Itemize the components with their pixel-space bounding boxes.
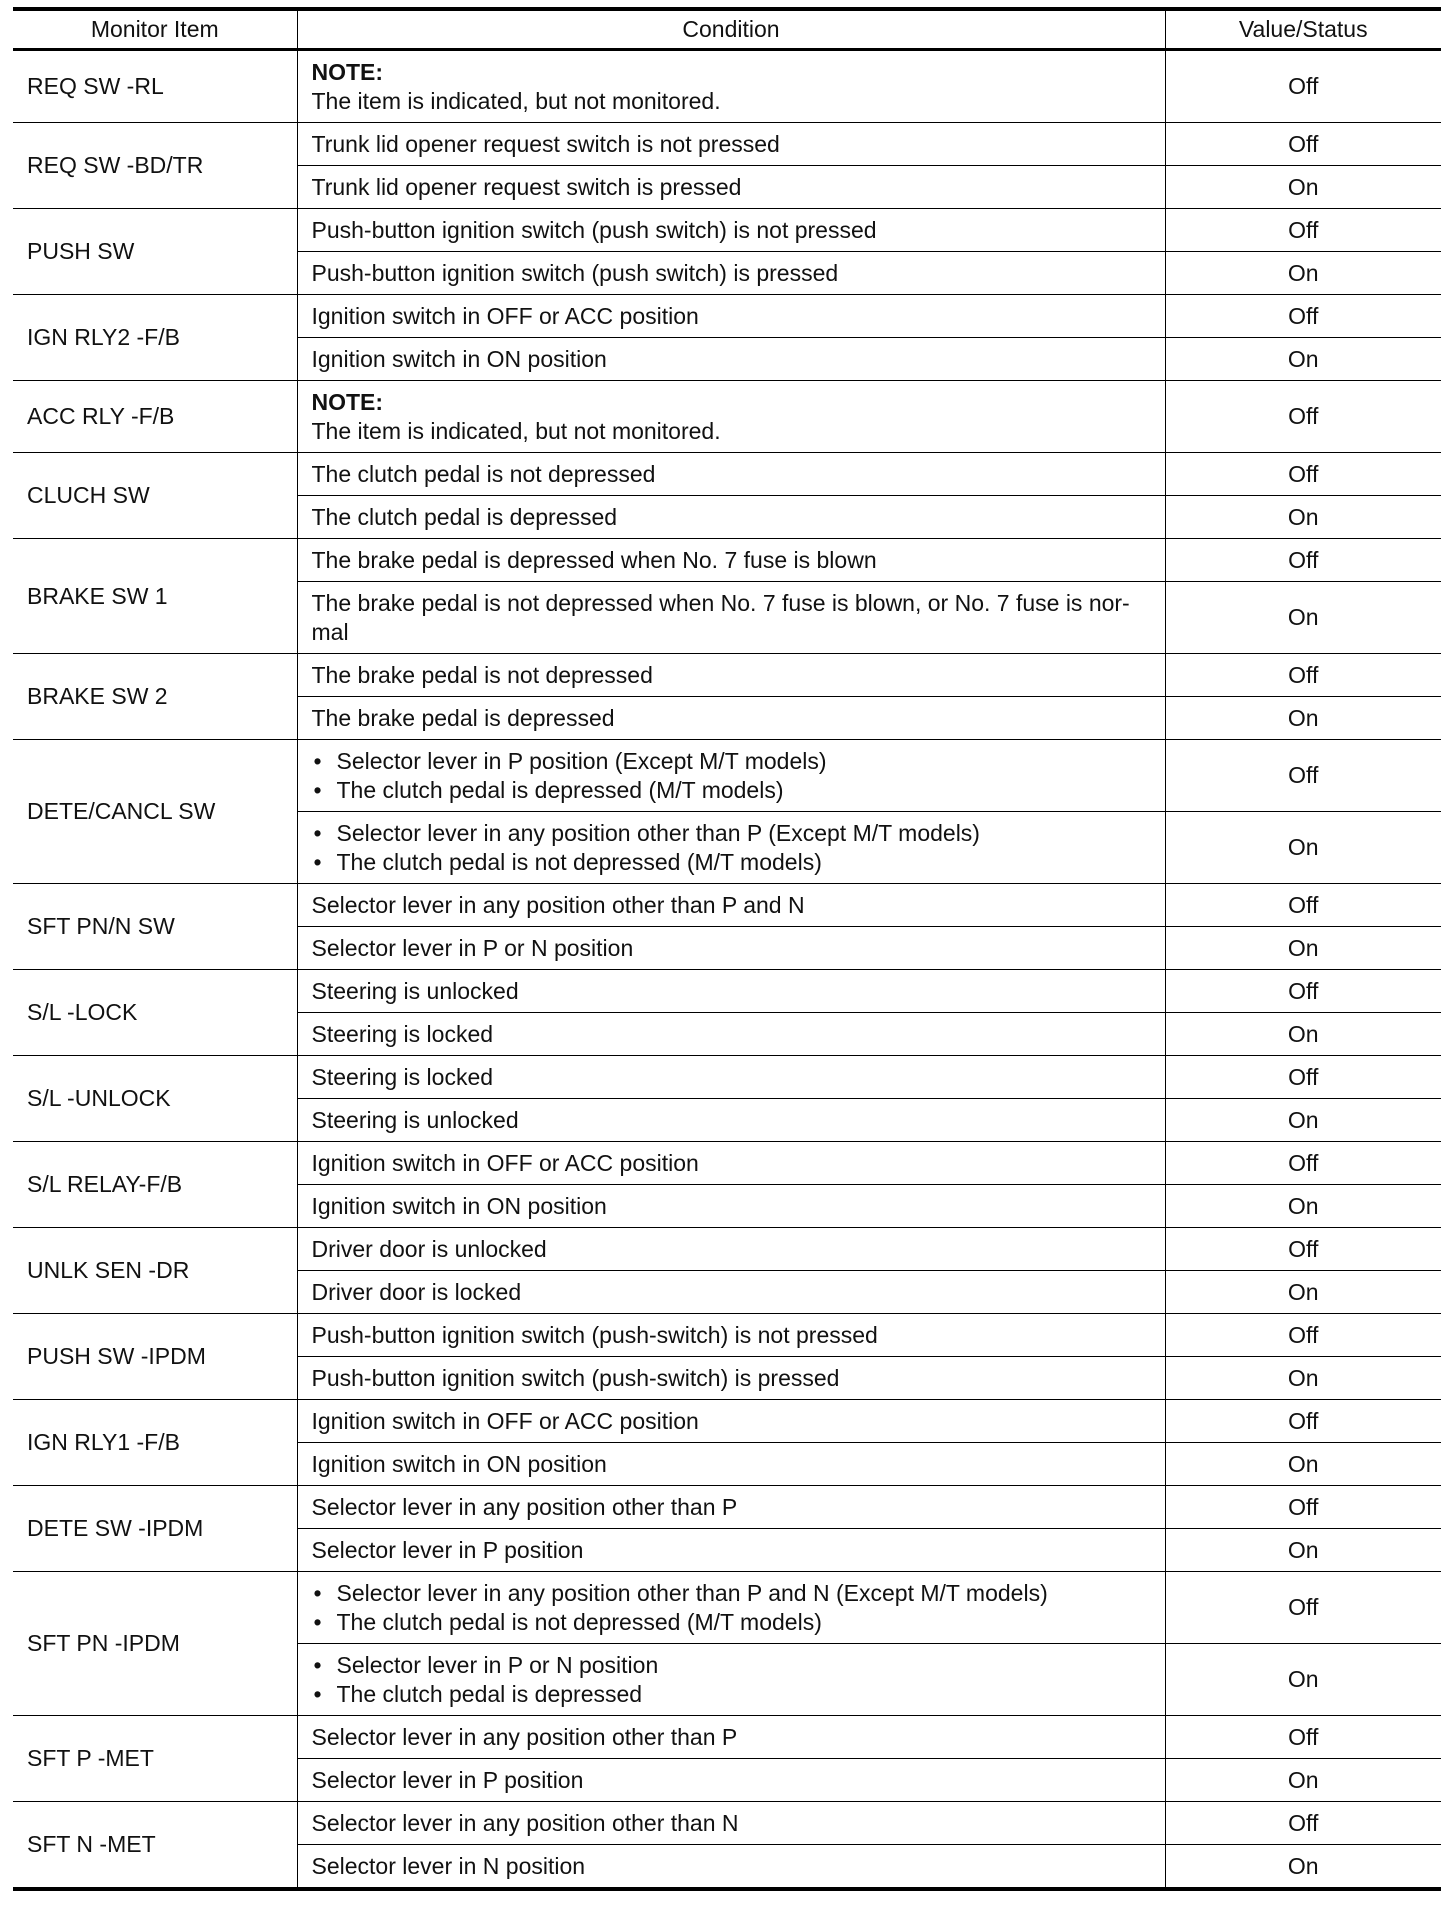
condition-cell — [297, 812, 1165, 884]
condition-bullet: • Selector lever in any position other than P and N (Except M/T models) — [312, 1579, 1151, 1608]
table-row — [13, 1802, 1441, 1845]
condition-text: Selector lever in any position other than P — [311, 1493, 738, 1520]
value-status-cell: Off — [1165, 654, 1441, 697]
condition-text: Push-button ignition switch (push-switch) is not pressed — [311, 1321, 878, 1348]
table-row — [13, 1486, 1441, 1529]
condition-cell — [297, 1400, 1165, 1443]
condition-cell — [297, 1357, 1165, 1400]
condition-cell — [297, 1486, 1165, 1529]
condition-cell — [297, 1185, 1165, 1228]
value-status-cell: Off — [1165, 1716, 1441, 1759]
value-status-cell: On — [1165, 1013, 1441, 1056]
condition-bullet: • Selector lever in P or N position — [312, 1651, 1151, 1680]
monitor-item-cell: REQ SW -BD/TR — [13, 123, 297, 209]
condition-cell — [297, 1644, 1165, 1716]
monitor-item-cell: S/L -UNLOCK — [13, 1056, 297, 1142]
condition-text: Ignition switch in ON position — [311, 1192, 607, 1219]
value-status-cell: On — [1165, 927, 1441, 970]
table-body — [13, 50, 1441, 1890]
condition-text: The brake pedal is not depressed — [311, 661, 653, 688]
condition-cell — [297, 1056, 1165, 1099]
condition-cell — [297, 970, 1165, 1013]
condition-bullet: • The clutch pedal is depressed (M/T models) — [312, 776, 1151, 805]
condition-text: Trunk lid opener request switch is not pressed — [311, 130, 780, 157]
condition-cell — [297, 1529, 1165, 1572]
monitor-item-cell: CLUCH SW — [13, 453, 297, 539]
monitor-item-table-container — [13, 7, 1441, 1891]
value-status-cell: Off — [1165, 539, 1441, 582]
condition-cell — [297, 740, 1165, 812]
monitor-item-cell: S/L RELAY-F/B — [13, 1142, 297, 1228]
condition-text: Driver door is unlocked — [311, 1235, 547, 1262]
header-monitor-item: Monitor Item — [13, 9, 297, 50]
condition-cell — [297, 1314, 1165, 1357]
monitor-item-cell: UNLK SEN -DR — [13, 1228, 297, 1314]
value-status-cell: Off — [1165, 884, 1441, 927]
value-status-cell: Off — [1165, 1572, 1441, 1644]
condition-text: Selector lever in P or N position — [311, 934, 634, 961]
value-status-cell: On — [1165, 1099, 1441, 1142]
condition-text: Selector lever in any position other than P — [311, 1723, 738, 1750]
condition-cell — [297, 453, 1165, 496]
condition-cell — [297, 166, 1165, 209]
monitor-item-cell: BRAKE SW 1 — [13, 539, 297, 654]
table-row — [13, 1572, 1441, 1644]
condition-text: Ignition switch in OFF or ACC position — [311, 1407, 699, 1434]
table-row — [13, 381, 1441, 453]
condition-cell — [297, 1802, 1165, 1845]
condition-cell — [297, 209, 1165, 252]
condition-cell — [297, 884, 1165, 927]
table-row — [13, 1228, 1441, 1271]
condition-cell — [297, 1716, 1165, 1759]
value-status-cell: Off — [1165, 1486, 1441, 1529]
value-status-cell: On — [1165, 1357, 1441, 1400]
table-row — [13, 740, 1441, 812]
table-row — [13, 884, 1441, 927]
value-status-cell: On — [1165, 1845, 1441, 1890]
value-status-cell: Off — [1165, 1314, 1441, 1357]
monitor-item-cell: DETE/CANCL SW — [13, 740, 297, 884]
value-status-cell: Off — [1165, 1142, 1441, 1185]
note-text: The item is indicated, but not monitored. — [311, 87, 721, 114]
monitor-item-cell: SFT P -MET — [13, 1716, 297, 1802]
condition-text: Push-button ignition switch (push switch) is pressed — [311, 259, 839, 286]
condition-text: Steering is locked — [311, 1020, 494, 1047]
condition-cell — [297, 539, 1165, 582]
monitor-item-cell: SFT PN/N SW — [13, 884, 297, 970]
value-status-cell: On — [1165, 1529, 1441, 1572]
value-status-cell: Off — [1165, 209, 1441, 252]
condition-cell — [297, 1013, 1165, 1056]
condition-text: Steering is locked — [311, 1063, 494, 1090]
value-status-cell: On — [1165, 582, 1441, 654]
monitor-item-cell: IGN RLY2 -F/B — [13, 295, 297, 381]
condition-cell — [297, 338, 1165, 381]
table-row — [13, 1142, 1441, 1185]
value-status-cell: On — [1165, 496, 1441, 539]
condition-text: Selector lever in any position other than P and N — [311, 891, 805, 918]
monitor-item-cell: ACC RLY -F/B — [13, 381, 297, 453]
condition-cell — [297, 1099, 1165, 1142]
table-row — [13, 209, 1441, 252]
condition-text: The brake pedal is depressed — [311, 704, 615, 731]
condition-text: Selector lever in P position — [311, 1536, 584, 1563]
condition-text: Selector lever in any position other than N — [311, 1809, 739, 1836]
condition-bullet: • Selector lever in any position other than P (Except M/T models) — [312, 819, 1151, 848]
monitor-item-cell: SFT N -MET — [13, 1802, 297, 1890]
value-status-cell: Off — [1165, 1400, 1441, 1443]
value-status-cell: On — [1165, 812, 1441, 884]
table-row — [13, 453, 1441, 496]
value-status-cell: On — [1165, 1443, 1441, 1486]
value-status-cell: Off — [1165, 1056, 1441, 1099]
condition-cell — [297, 123, 1165, 166]
condition-text: Ignition switch in ON position — [311, 1450, 607, 1477]
table-row — [13, 539, 1441, 582]
condition-bullet: • The clutch pedal is not depressed (M/T models) — [312, 848, 1151, 877]
condition-text: Steering is unlocked — [311, 1106, 519, 1133]
monitor-item-cell: IGN RLY1 -F/B — [13, 1400, 297, 1486]
condition-cell — [297, 1759, 1165, 1802]
condition-cell — [297, 582, 1165, 654]
table-header-row — [13, 9, 1441, 50]
condition-cell — [297, 50, 1165, 123]
header-value-status: Value/Status — [1165, 9, 1441, 50]
value-status-cell: On — [1165, 1271, 1441, 1314]
condition-cell — [297, 496, 1165, 539]
monitor-item-cell: PUSH SW — [13, 209, 297, 295]
value-status-cell: Off — [1165, 970, 1441, 1013]
condition-cell — [297, 1443, 1165, 1486]
condition-text: Push-button ignition switch (push-switch) is pressed — [311, 1364, 840, 1391]
value-status-cell: Off — [1165, 453, 1441, 496]
condition-cell — [297, 1271, 1165, 1314]
condition-text: Push-button ignition switch (push switch) is not pressed — [311, 216, 877, 243]
value-status-cell: On — [1165, 166, 1441, 209]
value-status-cell: On — [1165, 697, 1441, 740]
monitor-item-cell: S/L -LOCK — [13, 970, 297, 1056]
table-row — [13, 1056, 1441, 1099]
table-row — [13, 1716, 1441, 1759]
value-status-cell: On — [1165, 1644, 1441, 1716]
note-label: NOTE: — [311, 58, 384, 85]
condition-cell — [297, 1142, 1165, 1185]
condition-cell — [297, 295, 1165, 338]
table-row — [13, 123, 1441, 166]
condition-text: Selector lever in N position — [311, 1852, 586, 1879]
condition-bullet: • The clutch pedal is depressed — [312, 1680, 1151, 1709]
condition-text: Selector lever in P position — [311, 1766, 584, 1793]
monitor-item-table — [13, 7, 1441, 1891]
condition-cell — [297, 1228, 1165, 1271]
condition-bullet: • The clutch pedal is not depressed (M/T models) — [312, 1608, 1151, 1637]
condition-text: The brake pedal is not depressed when No. 7 fuse is blown, or No. 7 fuse is nor-mal — [311, 589, 1130, 645]
monitor-item-cell: PUSH SW -IPDM — [13, 1314, 297, 1400]
value-status-cell: On — [1165, 1759, 1441, 1802]
condition-text: Trunk lid opener request switch is pressed — [311, 173, 742, 200]
condition-cell — [297, 654, 1165, 697]
value-status-cell: Off — [1165, 740, 1441, 812]
condition-cell — [297, 927, 1165, 970]
monitor-item-cell: BRAKE SW 2 — [13, 654, 297, 740]
condition-cell — [297, 1572, 1165, 1644]
condition-text: Ignition switch in ON position — [311, 345, 607, 372]
condition-cell — [297, 381, 1165, 453]
value-status-cell: Off — [1165, 50, 1441, 123]
table-row — [13, 970, 1441, 1013]
value-status-cell: On — [1165, 338, 1441, 381]
table-row — [13, 295, 1441, 338]
note-text: The item is indicated, but not monitored. — [311, 417, 721, 444]
monitor-item-cell: REQ SW -RL — [13, 50, 297, 123]
condition-cell — [297, 697, 1165, 740]
condition-text: The clutch pedal is not depressed — [311, 460, 656, 487]
table-row — [13, 1314, 1441, 1357]
note-label: NOTE: — [311, 388, 384, 415]
condition-bullet: • Selector lever in P position (Except M/T models) — [312, 747, 1151, 776]
value-status-cell: Off — [1165, 295, 1441, 338]
header-condition: Condition — [297, 9, 1165, 50]
condition-text: Ignition switch in OFF or ACC position — [311, 302, 699, 329]
monitor-item-cell: DETE SW -IPDM — [13, 1486, 297, 1572]
table-row — [13, 50, 1441, 123]
condition-text: Ignition switch in OFF or ACC position — [311, 1149, 699, 1176]
monitor-item-cell: SFT PN -IPDM — [13, 1572, 297, 1716]
value-status-cell: Off — [1165, 1802, 1441, 1845]
condition-cell — [297, 252, 1165, 295]
table-row — [13, 654, 1441, 697]
value-status-cell: Off — [1165, 1228, 1441, 1271]
value-status-cell: Off — [1165, 381, 1441, 453]
condition-text: The brake pedal is depressed when No. 7 fuse is blown — [311, 546, 877, 573]
value-status-cell: On — [1165, 1185, 1441, 1228]
value-status-cell: Off — [1165, 123, 1441, 166]
value-status-cell: On — [1165, 252, 1441, 295]
table-row — [13, 1400, 1441, 1443]
condition-text: Driver door is locked — [311, 1278, 522, 1305]
condition-cell — [297, 1845, 1165, 1890]
condition-text: Steering is unlocked — [311, 977, 519, 1004]
condition-text: The clutch pedal is depressed — [311, 503, 618, 530]
